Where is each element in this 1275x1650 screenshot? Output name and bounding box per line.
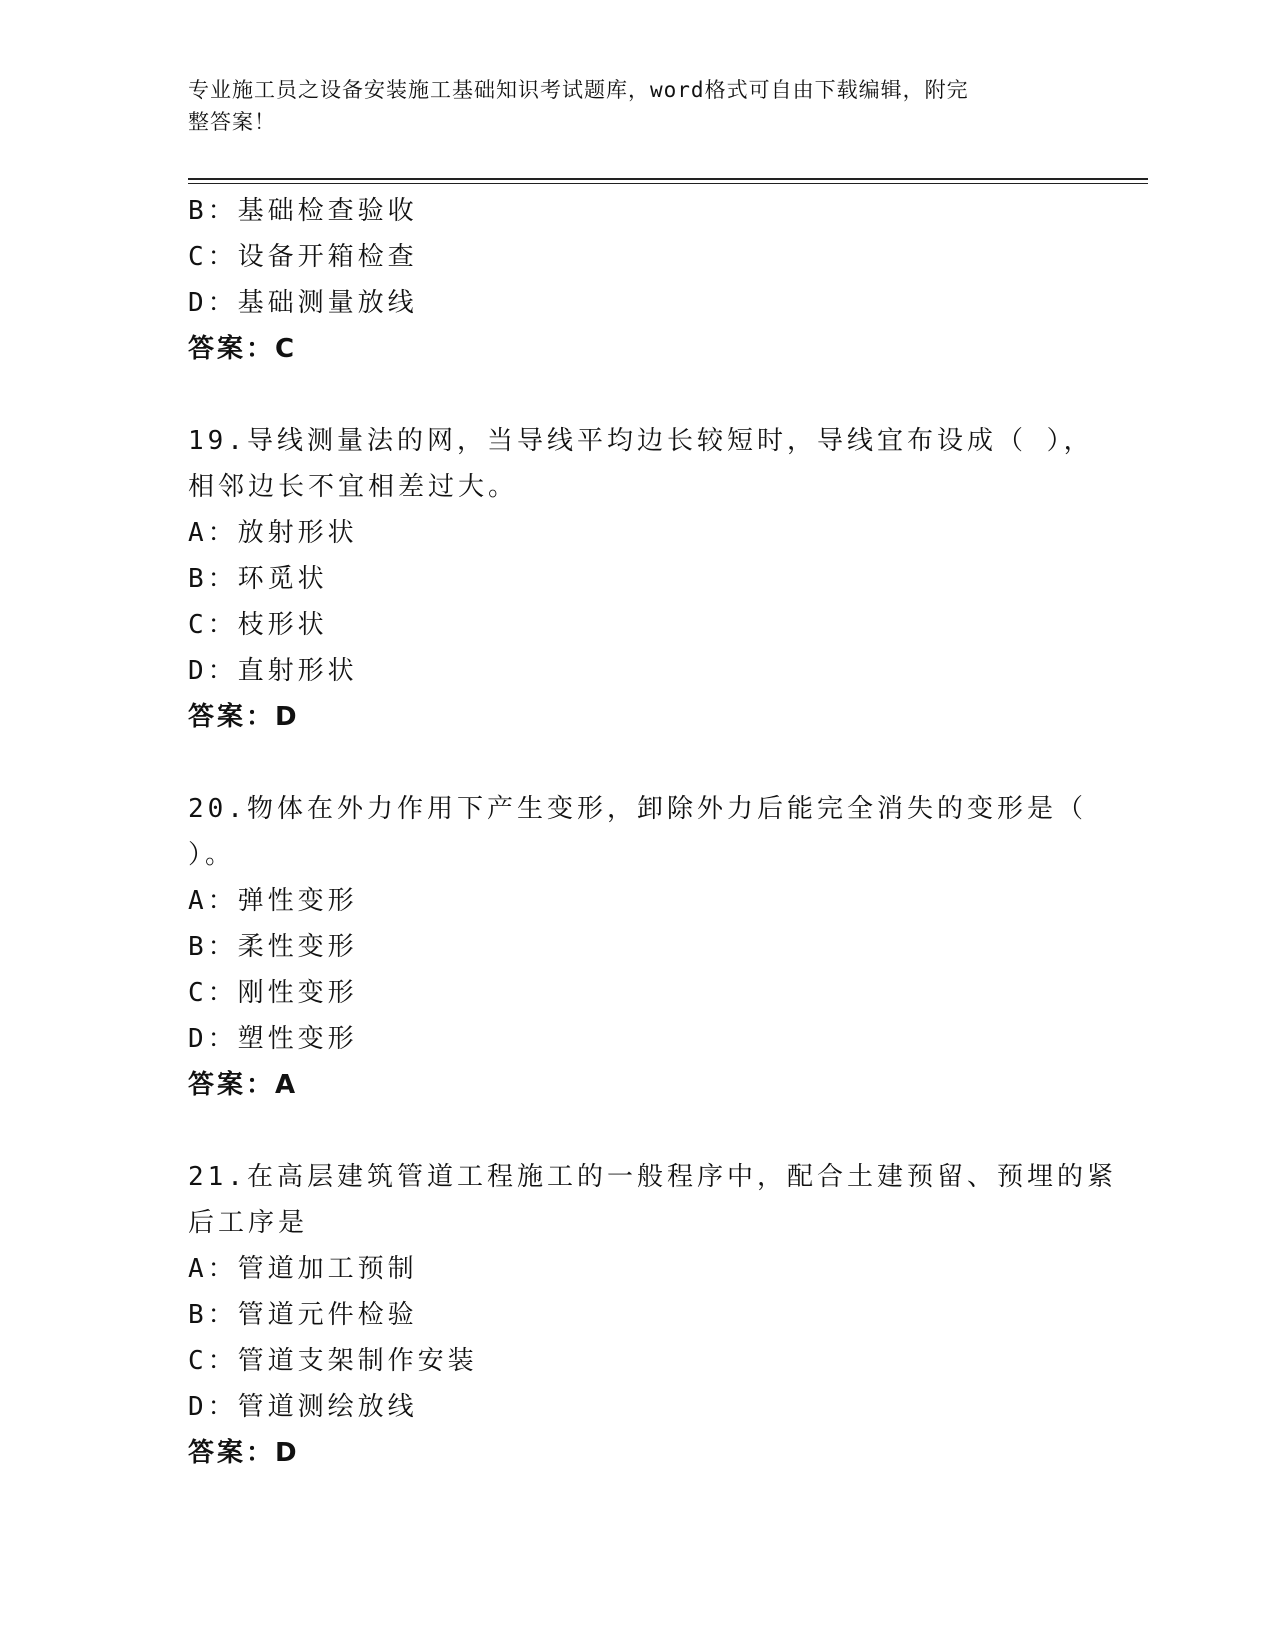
option-a: A：弹性变形 <box>188 886 358 916</box>
answer-line: 答案：C <box>188 334 298 364</box>
option-c: C：管道支架制作安装 <box>188 1346 478 1376</box>
option-a: A：放射形状 <box>188 518 358 548</box>
question-block-21 <box>188 1154 1188 1476</box>
question-stem-line-1: 19.导线测量法的网，当导线平均边长较短时，导线宜布设成（ ）， <box>188 426 1094 456</box>
spacer <box>188 372 1188 418</box>
option-b: B：基础检查验收 <box>188 196 418 226</box>
question-stem-line-2: ）。 <box>188 840 236 870</box>
document-body <box>188 188 1188 1476</box>
spacer <box>188 1108 1188 1154</box>
option-d: D：管道测绘放线 <box>188 1392 418 1422</box>
question-block-prev <box>188 188 1188 372</box>
option-c: C：枝形状 <box>188 610 328 640</box>
spacer <box>188 740 1188 786</box>
option-b: B：环觅状 <box>188 564 328 594</box>
question-block-20 <box>188 786 1188 1108</box>
header-line-1: 专业施工员之设备安装施工基础知识考试题库，word格式可自由下载编辑，附完 <box>188 78 969 102</box>
answer-line: 答案：D <box>188 1438 300 1468</box>
option-d: D：塑性变形 <box>188 1024 358 1054</box>
option-d: D：直射形状 <box>188 656 358 686</box>
question-stem-line-2: 后工序是 <box>188 1208 309 1238</box>
document-header <box>188 74 1088 138</box>
question-stem-line-1: 21.在高层建筑管道工程施工的一般程序中，配合土建预留、预埋的紧 <box>188 1162 1117 1192</box>
option-c: C：设备开箱检查 <box>188 242 418 272</box>
answer-line: 答案：D <box>188 702 300 732</box>
header-divider-thick <box>188 178 1148 180</box>
option-d: D：基础测量放线 <box>188 288 418 318</box>
answer-line: 答案：A <box>188 1070 299 1100</box>
question-block-19 <box>188 418 1188 740</box>
option-b: B：柔性变形 <box>188 932 358 962</box>
option-a: A：管道加工预制 <box>188 1254 418 1284</box>
question-stem-line-1: 20.物体在外力作用下产生变形，卸除外力后能完全消失的变形是（ <box>188 794 1087 824</box>
header-divider-thin <box>188 183 1148 184</box>
header-line-2: 整答案！ <box>188 110 276 134</box>
question-stem-line-2: 相邻边长不宜相差过大。 <box>188 472 519 502</box>
option-b: B：管道元件检验 <box>188 1300 418 1330</box>
option-c: C：刚性变形 <box>188 978 358 1008</box>
